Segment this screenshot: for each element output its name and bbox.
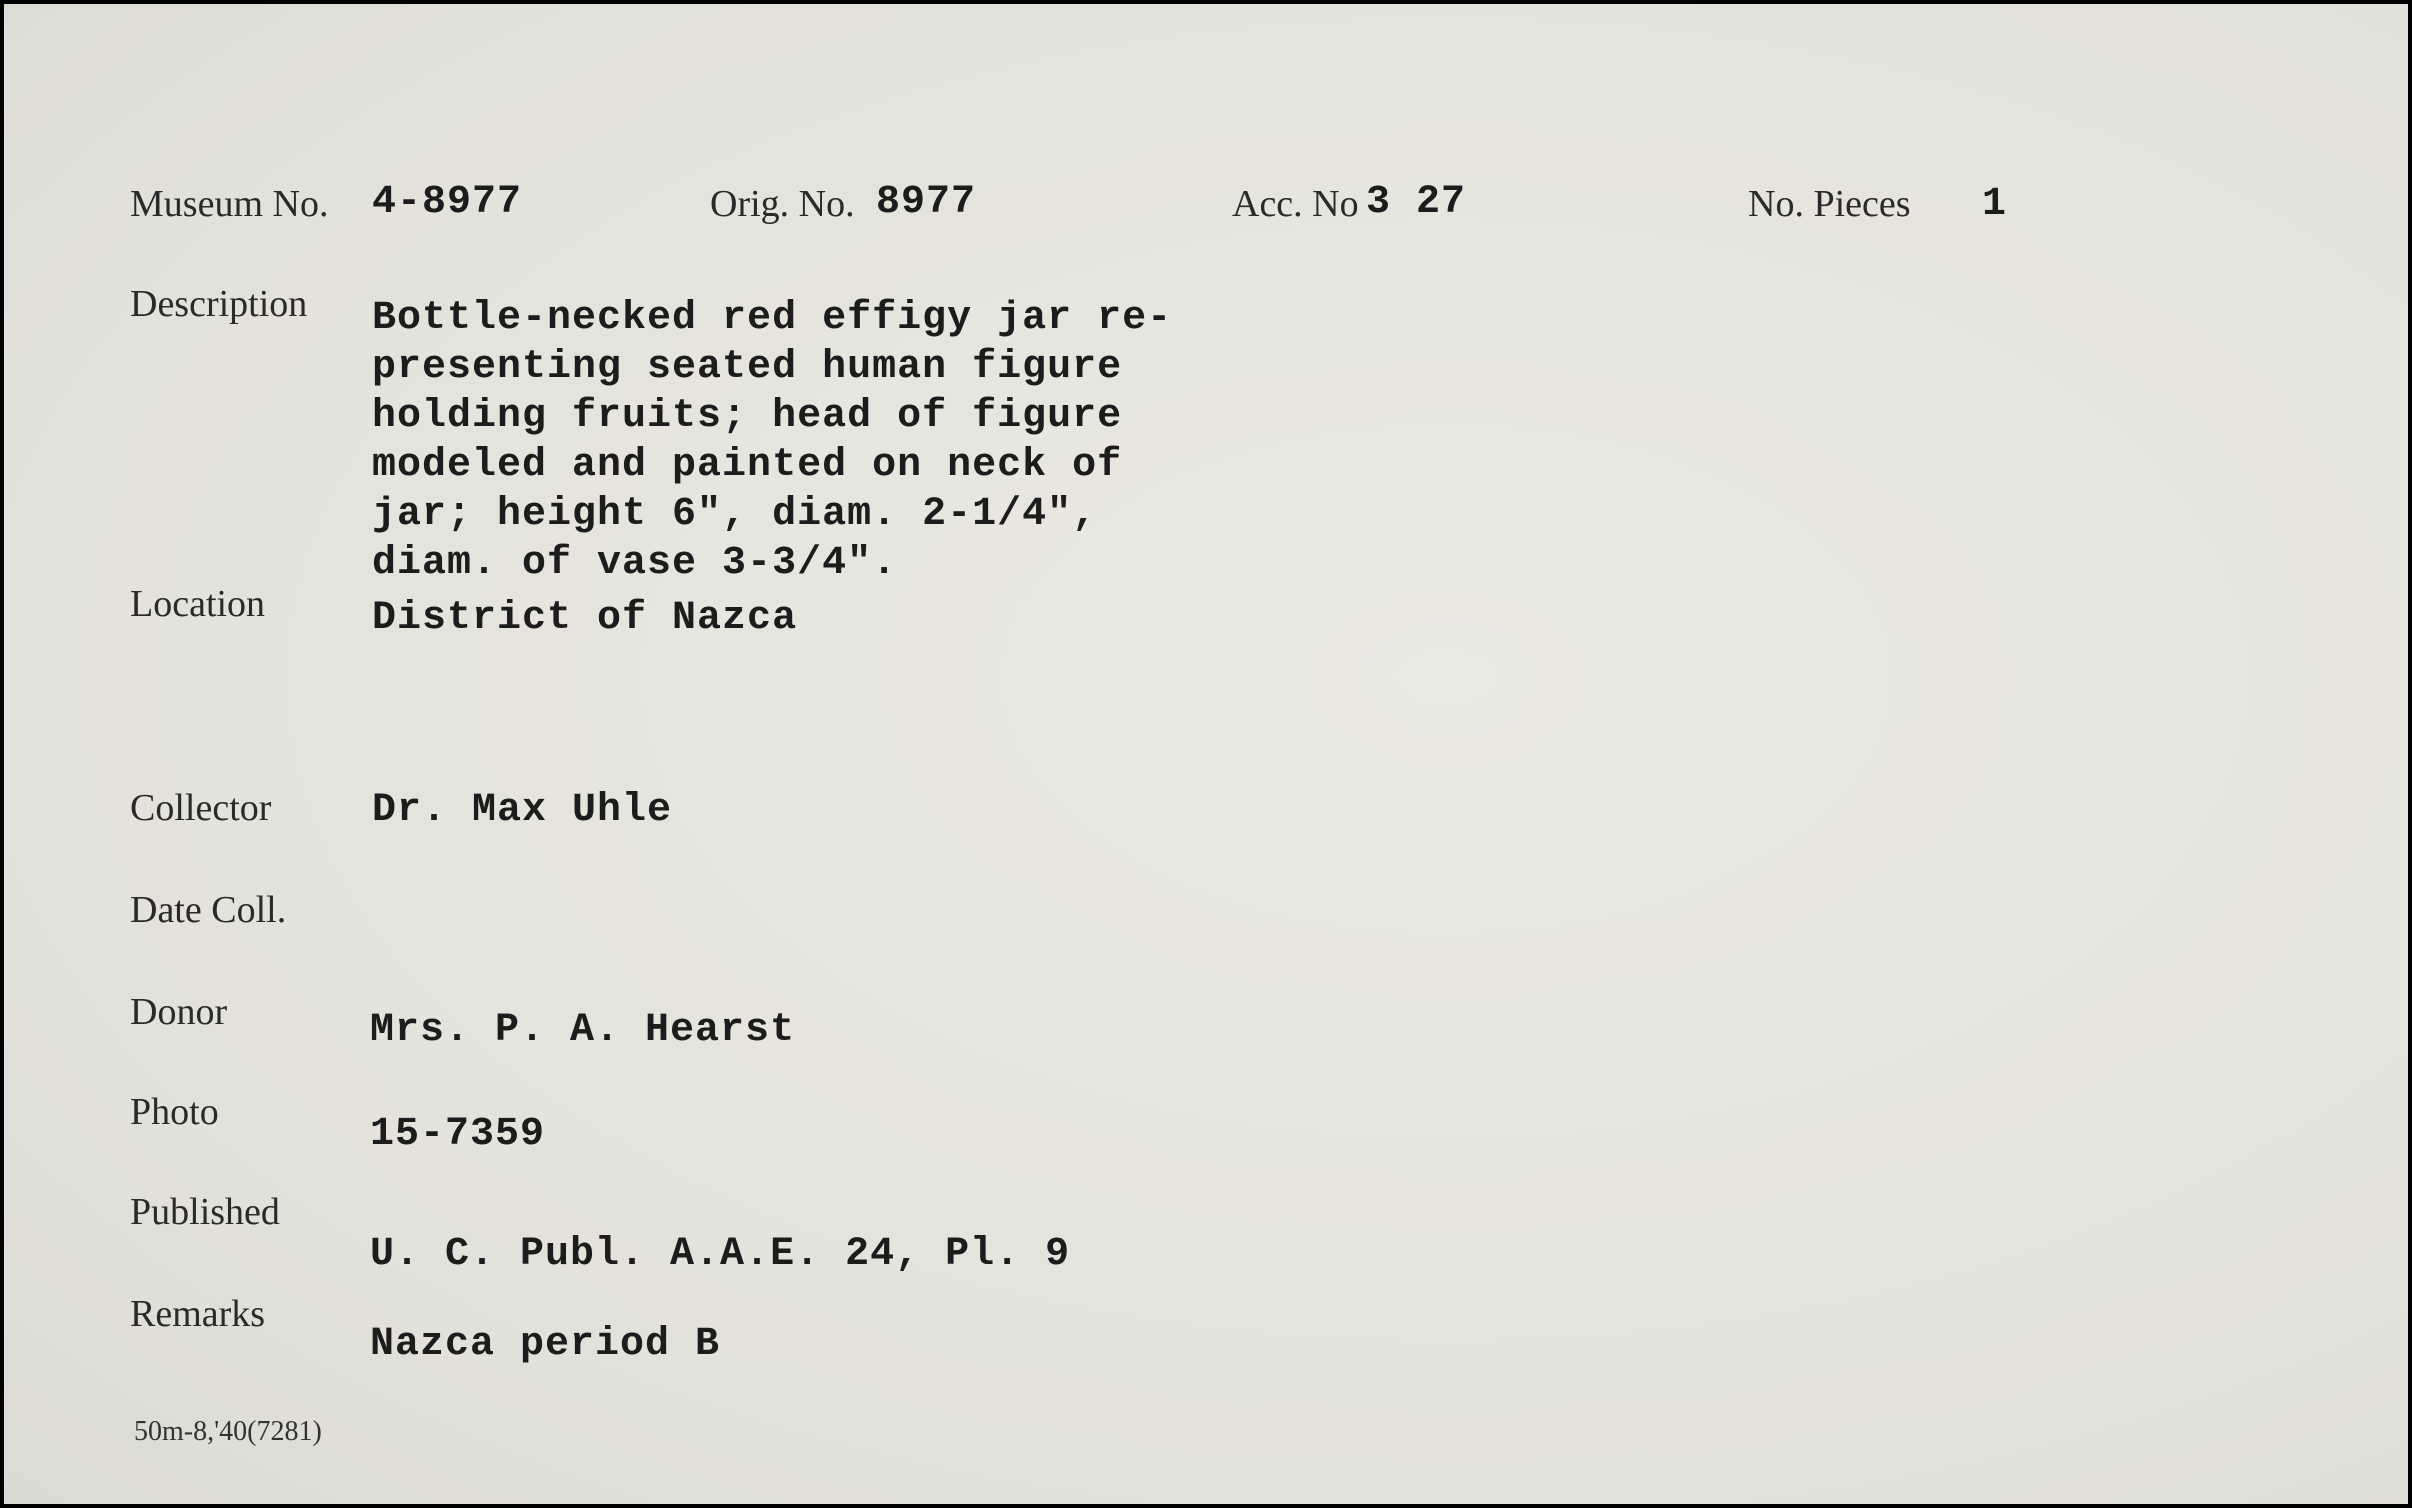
museum-no-value: 4-8977 bbox=[372, 180, 523, 225]
description-line: modeled and painted on neck of bbox=[372, 443, 1123, 488]
description-label: Description bbox=[130, 283, 308, 325]
published-label: Published bbox=[130, 1191, 280, 1233]
description-text bbox=[372, 294, 1172, 588]
pieces-value: 1 bbox=[1982, 182, 2008, 227]
description-line: presenting seated human figure bbox=[372, 345, 1123, 390]
description-line: diam. of vase 3-3/4". bbox=[372, 541, 898, 586]
donor-value: Mrs. P. A. Hearst bbox=[370, 1008, 796, 1053]
museum-no-label: Museum No. bbox=[130, 183, 329, 225]
location-label: Location bbox=[130, 583, 266, 625]
collector-label: Collector bbox=[130, 787, 272, 829]
orig-no-label: Orig. No. bbox=[710, 183, 855, 225]
location-value: District of Nazca bbox=[372, 596, 798, 641]
collector-value: Dr. Max Uhle bbox=[372, 788, 673, 833]
remarks-value: Nazca period B bbox=[370, 1322, 721, 1367]
acc-no-value: 3 27 bbox=[1366, 180, 1467, 225]
pieces-label: No. Pieces bbox=[1748, 183, 1911, 225]
remarks-label: Remarks bbox=[130, 1293, 266, 1335]
orig-no-value: 8977 bbox=[876, 180, 977, 225]
published-value: U. C. Publ. A.A.E. 24, Pl. 9 bbox=[370, 1232, 1071, 1277]
print-code-footer: 50m-8,'40(7281) bbox=[134, 1416, 322, 1447]
acc-no-label: Acc. No bbox=[1232, 183, 1359, 225]
date-coll-label: Date Coll. bbox=[130, 889, 287, 931]
donor-label: Donor bbox=[130, 991, 228, 1033]
photo-value: 15-7359 bbox=[370, 1112, 546, 1157]
description-line: holding fruits; head of figure bbox=[372, 394, 1123, 439]
description-line: Bottle-necked red effigy jar re- bbox=[372, 296, 1173, 341]
description-line: jar; height 6", diam. 2-1/4", bbox=[372, 492, 1098, 537]
photo-label: Photo bbox=[130, 1091, 219, 1133]
catalog-card bbox=[4, 4, 2408, 1504]
